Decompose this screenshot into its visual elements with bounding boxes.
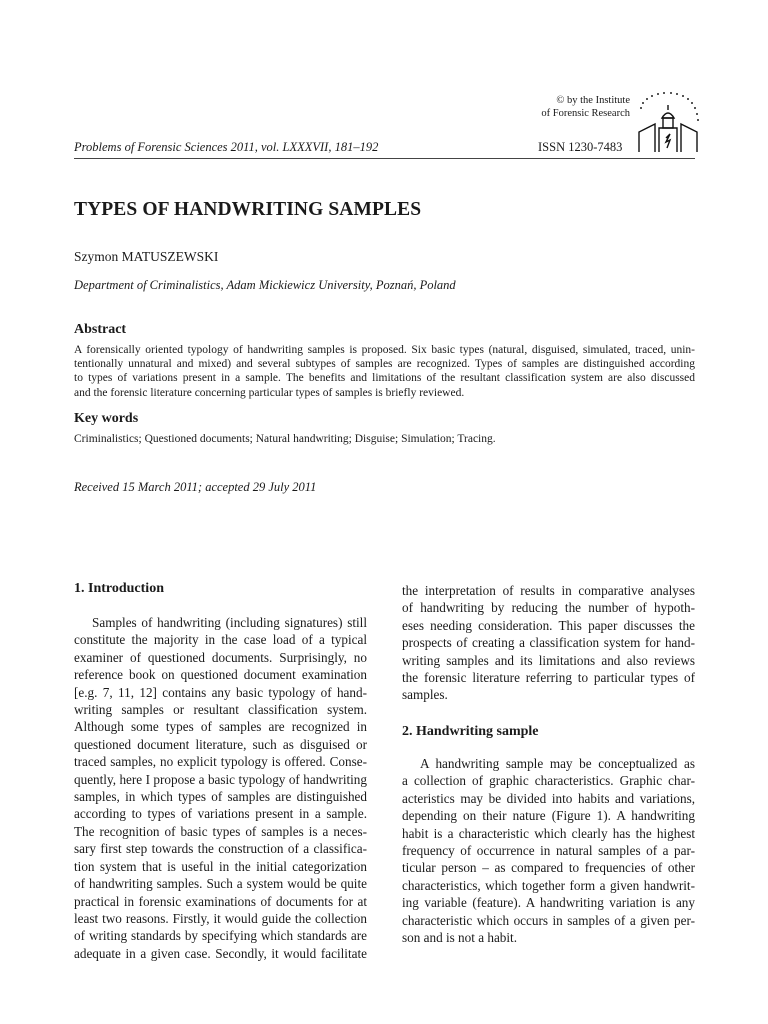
body-line: of handwriting by reducing the number of hypoth- xyxy=(402,600,695,616)
body-line: samples. xyxy=(402,687,448,703)
affiliation: Department of Criminalistics, Adam Mickiewicz University, Poznań, Poland xyxy=(74,278,456,292)
body-line: characteristic which occurs in samples of a given per- xyxy=(402,912,695,928)
body-line: a collection of graphic characteristics. Graphic char- xyxy=(402,773,695,789)
body-line: habit is a characteristic which clearly has the highest xyxy=(402,825,695,841)
keywords-text: Criminalistics; Questioned documents; Natural handwriting; Disguise; Simulation; Tracing. xyxy=(74,433,496,445)
body-line: Samples of handwriting (including signatures) still xyxy=(92,615,367,630)
copyright-line: of Forensic Research xyxy=(541,108,630,119)
body-line: questioned document literature, such as disguised or xyxy=(74,736,367,752)
body-line: practical in forensic examinations of documents for at xyxy=(74,893,367,909)
body-line: characteristics, which together form a given handwrit- xyxy=(402,877,695,893)
body-line: acteristics may be divided into habits and variations, xyxy=(402,790,695,806)
section-body-handwriting-sample xyxy=(402,755,695,946)
body-line: ticular person – as compared to frequencies of other xyxy=(402,860,695,876)
body-line: tion system that is useful in the initial categorization xyxy=(74,858,367,874)
journal-citation: Problems of Forensic Sciences 2011, vol. LXXXVII, 181–192 xyxy=(74,140,379,154)
section-heading-introduction: 1. Introduction xyxy=(74,581,164,596)
body-line: sary first step towards the construction of a classifica- xyxy=(74,841,367,857)
issn: ISSN 1230-7483 xyxy=(538,140,623,154)
body-line: examiner of questioned documents. Surprisingly, no xyxy=(74,649,367,665)
body-line: frequency of occurrence in natural samples of a par- xyxy=(402,843,695,859)
abstract-heading: Abstract xyxy=(74,322,127,337)
body-line: Although some types of samples are recognized in xyxy=(74,719,367,735)
section-body-introduction xyxy=(74,614,367,962)
body-line: [e.g. 7, 11, 12] contains any basic typology of hand- xyxy=(74,684,367,700)
body-line: writing samples and its limitations and also reviews xyxy=(402,652,695,668)
body-line: constitute the majority in the case load of a typical xyxy=(74,632,367,648)
body-line: son and is not a habit. xyxy=(402,930,518,946)
abstract-line: A forensically oriented typology of handwriting samples is proposed. Six basic types (natural, disguised, simulated, traced, unin- xyxy=(74,344,695,356)
received-dates: Received 15 March 2011; accepted 29 July 2011 xyxy=(74,480,317,494)
body-line: eses needing consideration. This paper discusses the xyxy=(402,617,695,633)
author: Szymon MATUSZEWSKI xyxy=(74,249,219,264)
institute-logo-icon xyxy=(633,90,703,154)
abstract-line: tentionally unnatural and mixed) and several subtypes of samples are recognized. Types of samples are distinguished according xyxy=(74,358,695,371)
abstract-body xyxy=(74,343,695,400)
body-line: A handwriting sample may be conceptualized as xyxy=(420,756,695,771)
keywords-heading: Key words xyxy=(74,411,139,426)
section-body-introduction-continued xyxy=(402,582,695,704)
body-line: writing samples or resultant classification system. xyxy=(74,702,367,718)
body-line: according to types of variations present in a sample. xyxy=(74,806,367,822)
section-heading-handwriting-sample: 2. Handwriting sample xyxy=(402,724,539,739)
body-line: ing variable (feature). A handwriting variation is any xyxy=(402,895,695,911)
abstract-line: to types of variations present in a sample. The benefits and limitations of the resultant classification system are also discussed xyxy=(74,372,695,385)
body-line: depending on their nature (Figure 1). A handwriting xyxy=(402,808,695,824)
copyright-line: © by the Institute xyxy=(556,95,630,106)
body-line: reference book on questioned document examination xyxy=(74,667,367,683)
body-line: quently, here I propose a basic typology of handwriting xyxy=(74,771,367,787)
body-line: of writing standards by specifying which standards are xyxy=(74,928,367,944)
body-line: least two reasons. Firstly, it would guide the collection xyxy=(74,910,367,926)
body-line: samples, in which types of samples are distinguished xyxy=(74,789,367,805)
header-divider xyxy=(74,158,695,159)
body-line: the interpretation of results in comparative analyses xyxy=(402,583,695,598)
copyright-notice xyxy=(430,94,630,120)
body-line: of handwriting samples. Such a system would be quite xyxy=(74,876,367,892)
body-line: adequate in a given case. Secondly, it would facilitate xyxy=(74,945,367,961)
body-line: traced samples, no explicit typology is offered. Conse- xyxy=(74,754,367,770)
body-line: The recognition of basic types of samples is a neces- xyxy=(74,823,367,839)
paper-title: TYPES OF HANDWRITING SAMPLES xyxy=(74,199,422,220)
body-line: the forensic literature referring to particular types of xyxy=(402,670,695,686)
abstract-line: and the forensic literature concerning particular types of samples is briefly reviewed. xyxy=(74,386,465,399)
body-line: prospects of creating a classification system for hand- xyxy=(402,635,695,651)
